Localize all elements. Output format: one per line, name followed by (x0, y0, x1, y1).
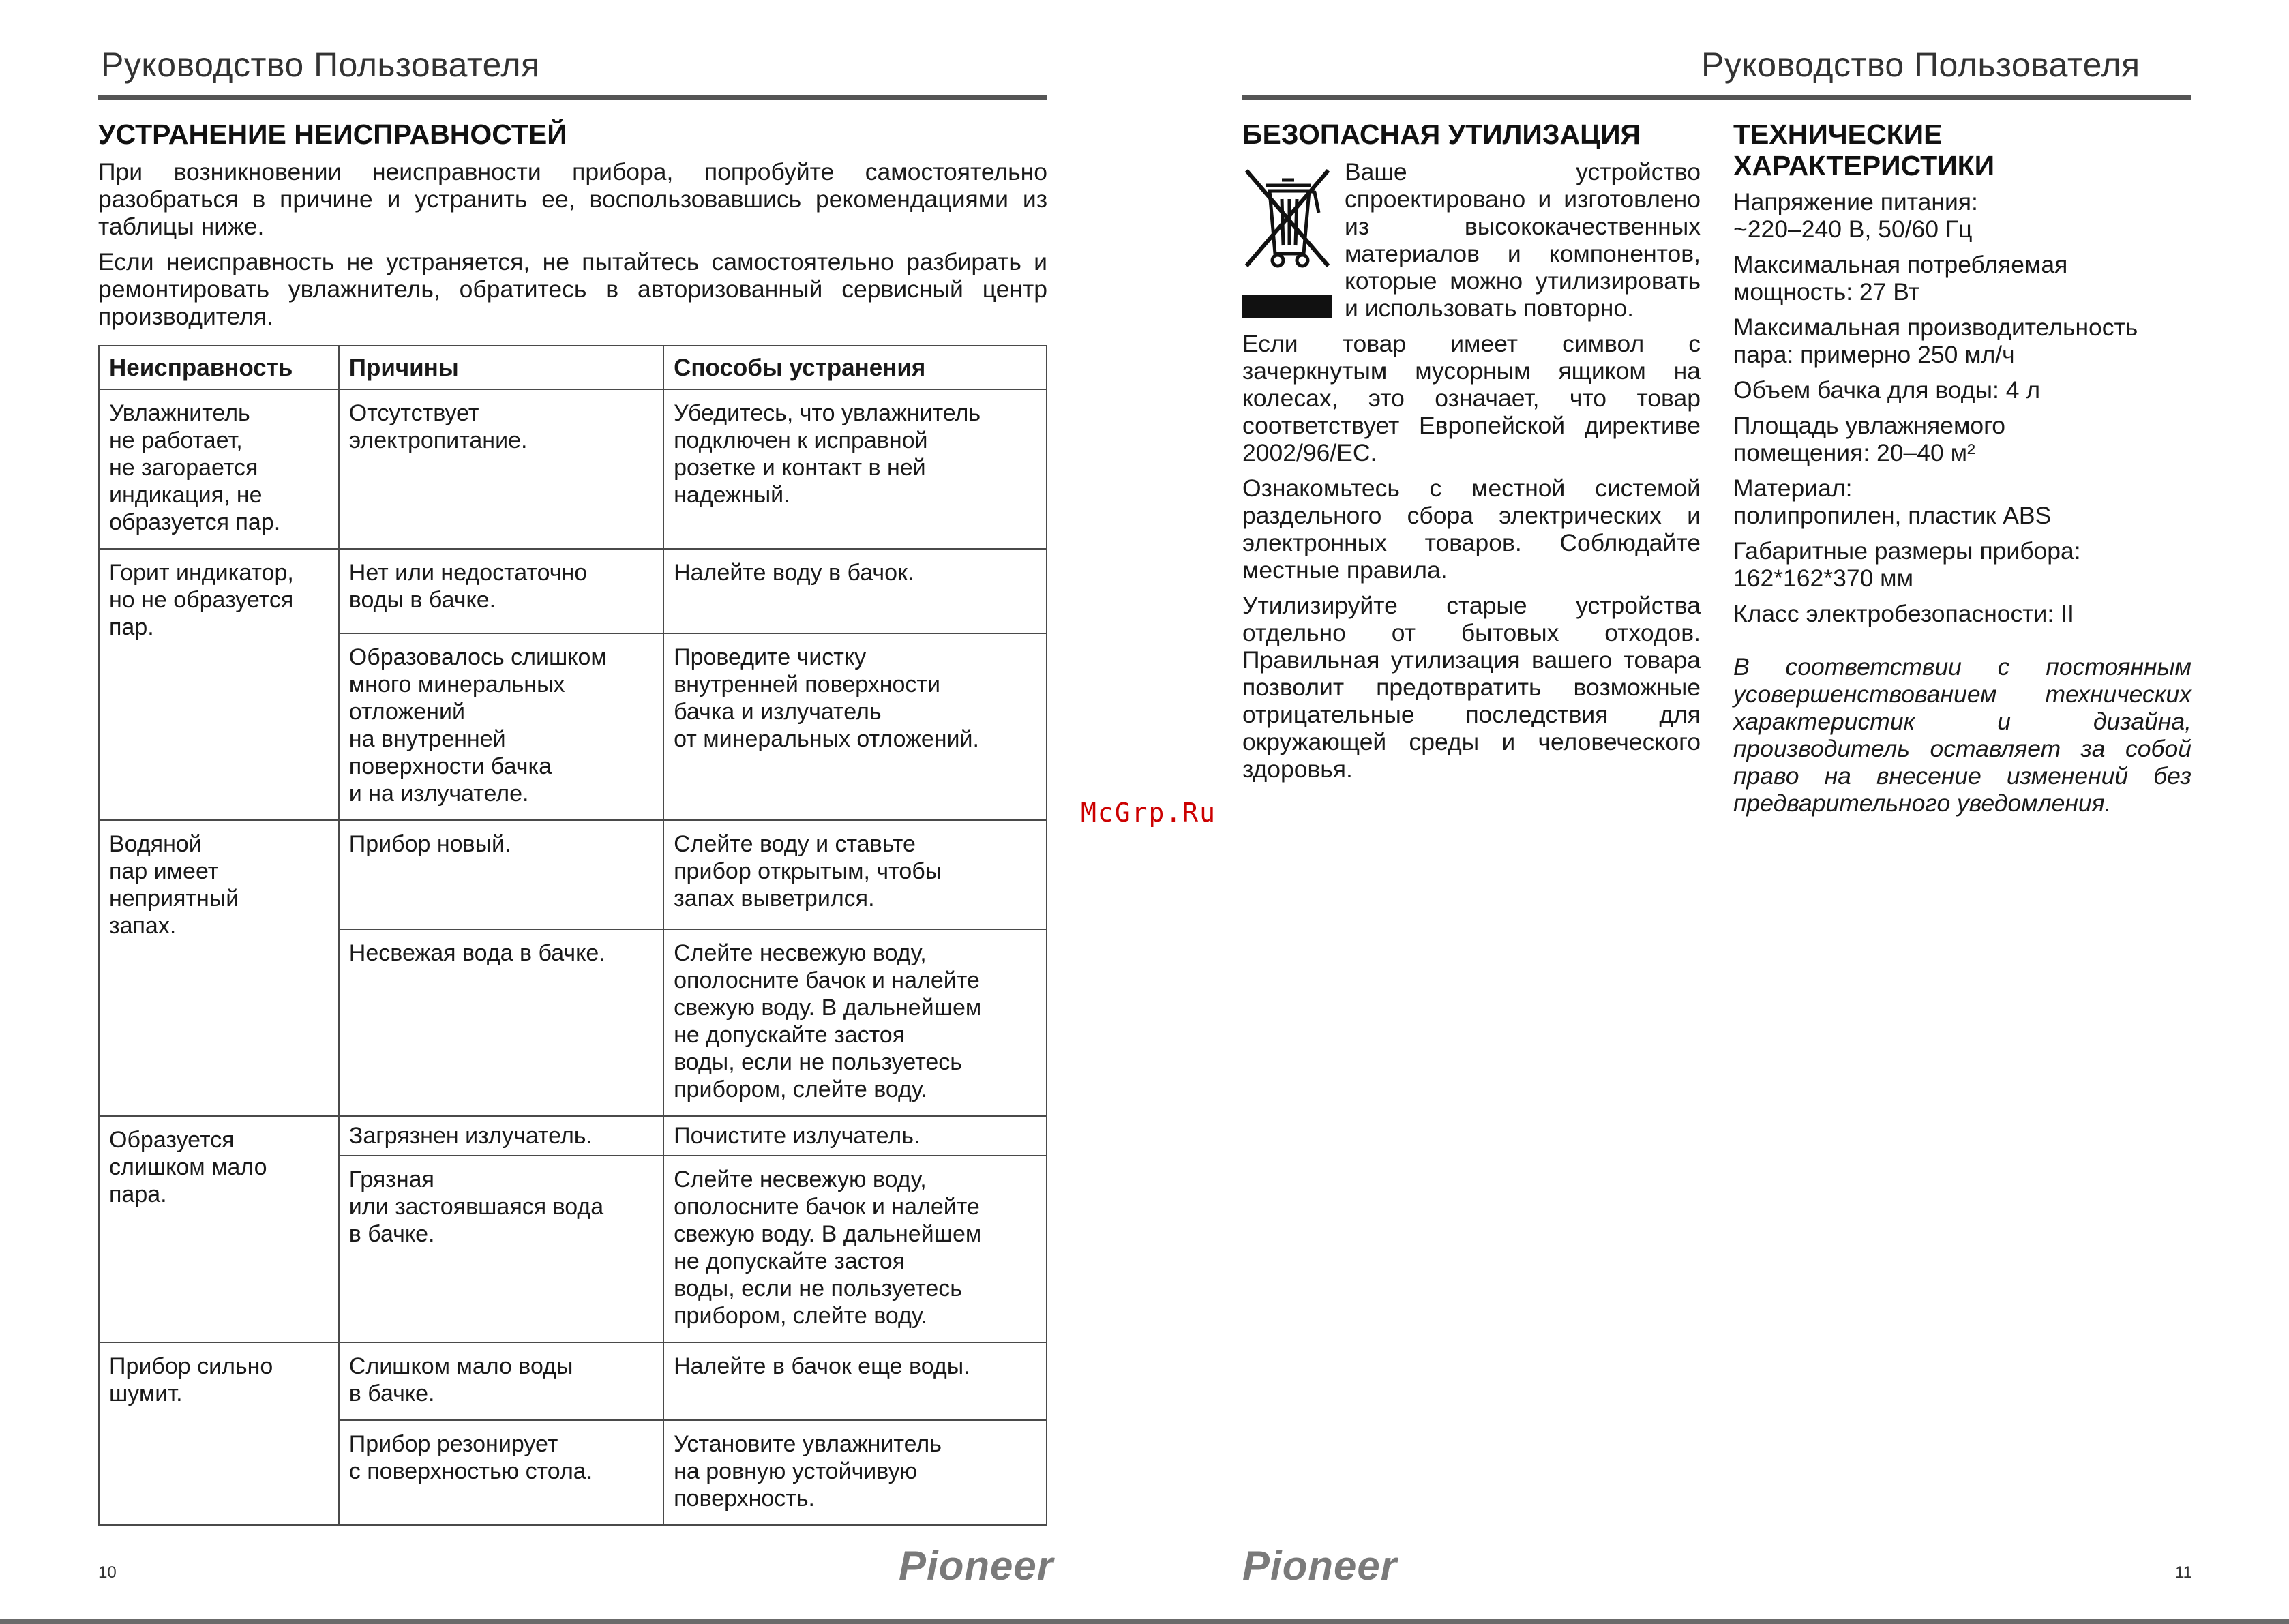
cause-cell: Загрязнен излучатель. (339, 1116, 663, 1156)
cause-cell: Образовалось слишком много минеральных отложений на внутренней поверхности бачка и на излучателе. (339, 633, 663, 820)
pioneer-logo-left: Pioneer (899, 1543, 1054, 1589)
remedy-cell: Налейте воду в бачок. (663, 549, 1047, 633)
troubleshooting-heading: УСТРАНЕНИЕ НЕИСПРАВНОСТЕЙ (98, 119, 567, 150)
cause-cell: Нет или недостаточно воды в бачке. (339, 549, 663, 633)
cause-cell: Прибор новый. (339, 820, 663, 929)
specs-section (1733, 119, 2191, 825)
remedy-cell: Установите увлажнитель на ровную устойчивую поверхность. (663, 1420, 1047, 1525)
crossed-out-wheelie-bin-icon (1242, 165, 1332, 320)
bottom-bar (0, 1619, 2289, 1624)
spec-item: Максимальная потребляемая мощность: 27 Вт (1733, 251, 2068, 305)
column-header: Неисправность (99, 346, 339, 389)
running-header-right: Руководство Пользователя (1701, 46, 2140, 84)
remedy-cell: Слейте несвежую воду, ополосните бачок и налейте свежую воду. В дальнейшем не допускайте застоя воды, если не пользуетесь прибором, слейте воду. (663, 929, 1047, 1116)
cause-cell: Слишком мало воды в бачке. (339, 1342, 663, 1420)
table-row (99, 1116, 1047, 1156)
remedy-cell: Убедитесь, что увлажнитель подключен к исправной розетке и контакт в ней надежный. (663, 389, 1047, 549)
specs-heading-line1: ТЕХНИЧЕСКИЕ (1733, 119, 1943, 150)
disposal-para-1: Ваше устройство спроектировано и изготовлено из высококачественных материалов и компонентов, которые можно утилизировать и использовать повторно. (1345, 158, 1701, 322)
table-row (99, 820, 1047, 929)
specs-heading-line2: ХАРАКТЕРИСТИКИ (1733, 150, 1995, 181)
remedy-cell: Слейте несвежую воду, ополосните бачок и налейте свежую воду. В дальнейшем не допускайте застоя воды, если не пользуетесь прибором, слейте воду. (663, 1156, 1047, 1342)
watermark: McGrp.Ru (1081, 798, 1217, 828)
fault-cell: Водяной пар имеет неприятный запах. (99, 820, 339, 1116)
table-row (99, 549, 1047, 633)
running-header-left: Руководство Пользователя (101, 46, 540, 84)
spec-item: Габаритные размеры прибора: 162*162*370 мм (1733, 537, 2081, 592)
header-rule-right (1242, 95, 2191, 100)
remedy-cell: Почистите излучатель. (663, 1116, 1047, 1156)
spec-item: Материал: полипропилен, пластик ABS (1733, 475, 2052, 529)
disposal-para-4: Утилизируйте старые устройства отдельно от бытовых отходов. Правильная утилизация вашего товара позволит предотвратить возможные отрицательные последствия для окружающей среды и человеческого здоровья. (1242, 592, 1701, 783)
column-header: Способы устранения (663, 346, 1047, 389)
spec-item: Класс электробезопасности: II (1733, 600, 2074, 627)
troubleshooting-intro-2: Если неисправность не устраняется, не пытайтесь самостоятельно разбирать и ремонтировать увлажнитель, обратитесь в авторизованный сервисный центр производителя. (98, 248, 1047, 330)
disposal-heading: БЕЗОПАСНАЯ УТИЛИЗАЦИЯ (1242, 119, 1641, 150)
disposal-para-2: Если товар имеет символ с зачеркнутым мусорным ящиком на колесах, это означает, что товар соответствует Европейской директиве 2002/96/EC. (1242, 330, 1701, 466)
spec-item: Объем бачка для воды: 4 л (1733, 376, 2041, 404)
table-header-row (99, 346, 1047, 389)
header-rule-left (98, 95, 1047, 100)
troubleshooting-intro-1: При возникновении неисправности прибора, попробуйте самостоятельно разобраться в причине и устранить ее, воспользовавшись рекомендациями из таблицы ниже. (98, 158, 1047, 240)
cause-cell: Отсутствует электропитание. (339, 389, 663, 549)
disposal-body (1242, 330, 1701, 783)
column-header: Причины (339, 346, 663, 389)
spec-item: Максимальная производительность пара: примерно 250 мл/ч (1733, 314, 2138, 368)
spec-item: Площадь увлажняемого помещения: 20–40 м² (1733, 412, 2006, 466)
table-row (99, 1342, 1047, 1420)
cause-cell: Грязная или застоявшаяся вода в бачке. (339, 1156, 663, 1342)
cause-cell: Несвежая вода в бачке. (339, 929, 663, 1116)
spec-item: Напряжение питания: ~220–240 В, 50/60 Гц (1733, 188, 1978, 243)
disposal-section (1242, 119, 1701, 150)
troubleshooting-table (98, 345, 1047, 1526)
remedy-cell: Слейте воду и ставьте прибор открытым, чтобы запах выветрился. (663, 820, 1047, 929)
fault-cell: Горит индикатор, но не образуется пар. (99, 549, 339, 820)
troubleshooting-section (98, 119, 1047, 330)
disposal-para-3: Ознакомьтесь с местной системой раздельного сбора электрических и электронных товаров. Соблюдайте местные правила. (1242, 475, 1701, 584)
page-number-left: 10 (98, 1563, 117, 1582)
remedy-cell: Проведите чистку внутренней поверхности бачка и излучатель от минеральных отложений. (663, 633, 1047, 820)
pioneer-logo-right: Pioneer (1242, 1543, 1398, 1589)
page-number-right: 11 (2175, 1563, 2192, 1582)
cause-cell: Прибор резонирует с поверхностью стола. (339, 1420, 663, 1525)
remedy-cell: Налейте в бачок еще воды. (663, 1342, 1047, 1420)
fault-cell: Образуется слишком мало пара. (99, 1116, 339, 1342)
fault-cell: Прибор сильно шумит. (99, 1342, 339, 1525)
fault-cell: Увлажнитель не работает, не загорается индикация, не образуется пар. (99, 389, 339, 549)
table-row (99, 389, 1047, 549)
specs-note: В соответствии с постоянным усовершенствованием технических характеристик и дизайна, производитель оставляет за собой право на внесение изменений без предварительного уведомления. (1733, 653, 2191, 817)
